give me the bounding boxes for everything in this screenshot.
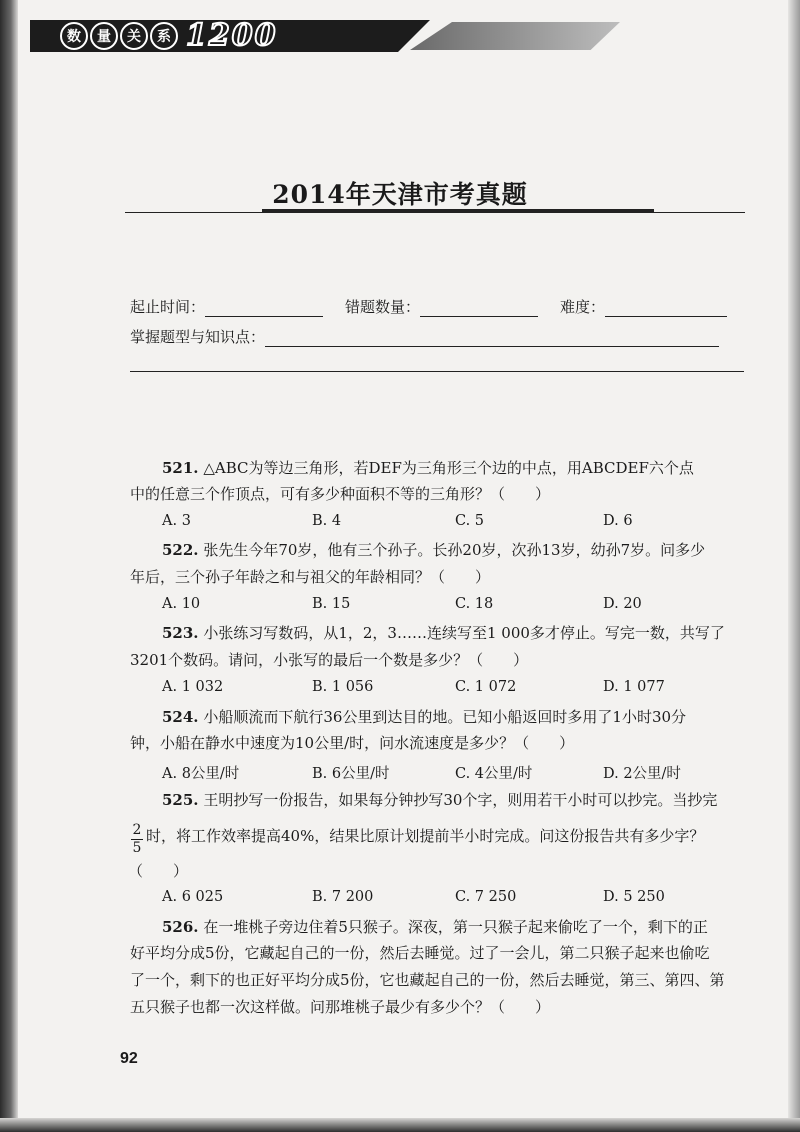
question-523-line2: 3201个数码。请问，小张写的最后一个数是多少？（ ）	[130, 651, 529, 669]
fraction-denominator: 5	[132, 840, 142, 856]
option-b: B. 6公里/时	[312, 766, 390, 782]
question-number: 525.	[162, 791, 199, 809]
option-a: A. 10	[162, 596, 201, 612]
option-c: C. 4公里/时	[455, 766, 533, 782]
option-c: C. 5	[455, 513, 485, 529]
question-text: △ABC为等边三角形，若DEF为三角形三个边的中点，用ABCDEF六个点	[203, 459, 694, 477]
question-521-line2: 中的任意三个作顶点，可有多少种面积不等的三角形？（ ）	[130, 485, 551, 503]
question-523-line1	[162, 622, 725, 644]
errors-field[interactable]	[420, 298, 538, 317]
option-d: D. 1 077	[603, 679, 665, 695]
option-d: D. 2公里/时	[603, 766, 681, 782]
option-c: C. 1 072	[455, 679, 517, 695]
page-number: 92	[120, 1050, 138, 1067]
logo-number: 1200	[186, 18, 278, 53]
page-edge-right	[788, 0, 800, 1132]
question-text: 王明抄写一份报告，如果每分钟抄写30个字，则用若干小时可以抄完。当抄完	[203, 791, 718, 809]
option-b: B. 4	[312, 513, 342, 529]
question-number: 522.	[162, 541, 199, 559]
question-number: 521.	[162, 459, 199, 477]
difficulty-field[interactable]	[605, 298, 727, 317]
question-text: 小张练习写数码，从1，2，3……连续写至1 000多才停止。写完一数，共写了	[203, 624, 725, 642]
page-edge-bottom	[0, 1118, 800, 1132]
question-526-line2: 好平均分成5份，它藏起自己的一份，然后去睡觉。过了一会儿，第二只猴子起来也偷吃	[130, 944, 710, 962]
start-time-field[interactable]	[205, 298, 323, 317]
option-d: D. 5 250	[603, 889, 665, 905]
logo-char: 系	[150, 22, 178, 50]
option-d: D. 20	[603, 596, 642, 612]
page-title: 2014年天津市考真题	[272, 180, 528, 209]
fraction-numerator: 2	[132, 822, 142, 838]
question-521-line1	[162, 457, 694, 479]
question-525-line2: 时，将工作效率提高40%，结果比原计划提前半小时完成。问这份报告共有多少字？	[146, 827, 705, 845]
difficulty-label: 难度：	[560, 298, 606, 316]
question-526-line3: 了一个，剩下的也正好平均分成5份，它也藏起自己的一份，然后去睡觉，第三、第四、第	[130, 971, 725, 989]
question-525-line1	[162, 789, 717, 811]
question-text: 张先生今年70岁，他有三个孙子。长孙20岁，次孙13岁，幼孙7岁。问多少	[203, 541, 706, 559]
question-526-line4: 五只猴子也都一次这样做。问那堆桃子最少有多少个？（ ）	[130, 998, 551, 1016]
option-a: A. 1 032	[162, 679, 224, 695]
errors-label: 错题数量：	[345, 298, 421, 316]
start-time-label: 起止时间：	[130, 298, 206, 316]
meta-row-1	[130, 296, 727, 317]
option-b: B. 1 056	[312, 679, 374, 695]
knowledge-label: 掌握题型与知识点：	[130, 328, 266, 346]
option-a: A. 3	[162, 513, 191, 529]
page-edge-left	[0, 0, 18, 1132]
series-logo	[60, 18, 278, 53]
question-524-line2: 钟，小船在静水中速度为10公里/时，问水流速度是多少？（ ）	[130, 734, 575, 752]
meta-separator-line	[130, 371, 744, 372]
option-d: D. 6	[603, 513, 633, 529]
question-text: 在一堆桃子旁边住着5只猴子。深夜，第一只猴子起来偷吃了一个，剩下的正	[203, 918, 708, 936]
header-banner	[30, 16, 630, 56]
question-526-line1	[162, 916, 708, 938]
option-b: B. 15	[312, 596, 351, 612]
question-522-line1	[162, 539, 705, 561]
option-a: A. 8公里/时	[162, 766, 240, 782]
option-b: B. 7 200	[312, 889, 374, 905]
question-number: 524.	[162, 708, 199, 726]
meta-row-2	[130, 326, 719, 347]
option-a: A. 6 025	[162, 889, 224, 905]
question-text: 小船顺流而下航行36公里到达目的地。已知小船返回时多用了1小时30分	[203, 708, 687, 726]
logo-char: 量	[90, 22, 118, 50]
header-grey-band	[410, 22, 620, 50]
option-c: C. 7 250	[455, 889, 517, 905]
logo-char: 关	[120, 22, 148, 50]
knowledge-field[interactable]	[265, 328, 719, 347]
logo-char: 数	[60, 22, 88, 50]
question-number: 526.	[162, 918, 199, 936]
question-525-line3: （ ）	[128, 862, 189, 880]
title-underline-thick	[262, 209, 654, 213]
question-number: 523.	[162, 624, 199, 642]
question-524-line1	[162, 706, 686, 728]
option-c: C. 18	[455, 596, 494, 612]
question-522-line2: 年后，三个孙子年龄之和与祖父的年龄相同？（ ）	[130, 568, 491, 586]
